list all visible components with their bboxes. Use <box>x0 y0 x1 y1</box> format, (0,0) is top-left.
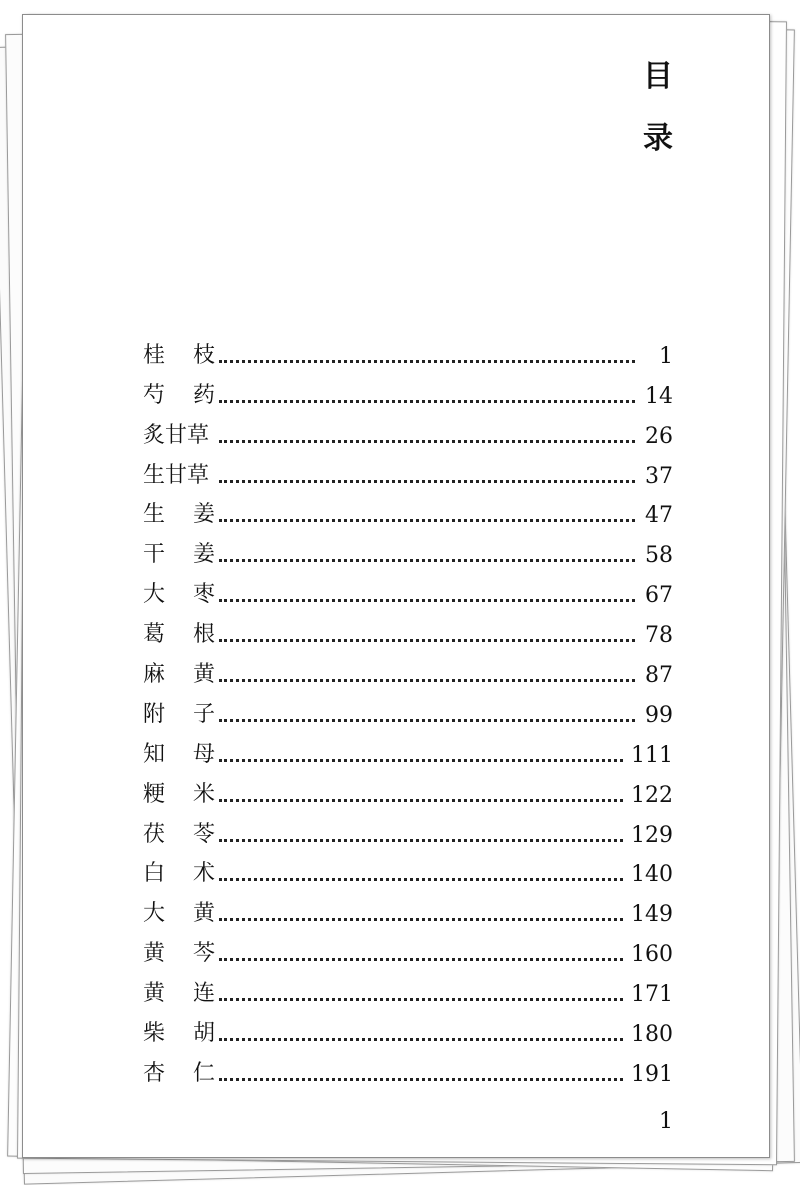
toc-entry-title-part: 茯 <box>143 821 166 847</box>
toc-leader-dots <box>219 559 635 562</box>
toc-entry-title-part: 芍 <box>143 382 166 408</box>
toc-entry-title-part: 麻 <box>143 662 166 688</box>
toc-entry[interactable] <box>143 568 673 608</box>
toc-entry[interactable] <box>143 369 673 409</box>
toc-leader-dots <box>219 878 623 881</box>
toc-leader-dots <box>219 958 623 961</box>
toc-entry[interactable] <box>143 489 673 529</box>
toc-entry-title <box>143 817 215 848</box>
toc-entry-page: 99 <box>645 702 673 728</box>
toc-entry-title <box>143 537 215 568</box>
toc-leader-dots <box>219 639 635 642</box>
toc-entry[interactable] <box>143 449 673 489</box>
toc-entry-title-part: 大 <box>143 901 166 927</box>
toc-leader-dots <box>219 998 623 1001</box>
toc-entry-title-part: 附 <box>143 701 166 727</box>
toc-entry-title-part: 知 <box>143 741 166 767</box>
toc-entry-page: 160 <box>631 942 673 968</box>
toc-entry-title-part: 葛 <box>143 622 166 648</box>
toc-leader-dots <box>219 440 635 443</box>
toc-entry-title <box>143 896 215 927</box>
toc-entry-page: 140 <box>631 862 673 888</box>
toc-entry[interactable] <box>143 927 673 967</box>
toc-entry[interactable] <box>143 1047 673 1087</box>
toc-entry-title <box>143 697 215 728</box>
toc-entry[interactable] <box>143 967 673 1007</box>
toc-entry-title <box>143 856 215 887</box>
toc-entry-page: 111 <box>631 742 673 768</box>
toc-entry-title-part: 根 <box>192 622 215 648</box>
toc-entry-title-part: 术 <box>192 861 215 887</box>
toc-entry-title-part: 黄 <box>192 901 215 927</box>
toc-entry-title-part: 母 <box>192 741 215 767</box>
toc-entry-page: 26 <box>645 423 673 449</box>
toc-entry[interactable] <box>143 409 673 449</box>
toc-entry-page: 78 <box>645 623 673 649</box>
toc-entry[interactable] <box>143 1007 673 1047</box>
toc-entry-title-part: 干 <box>143 542 166 568</box>
toc-entry[interactable] <box>143 329 673 369</box>
toc-entry[interactable] <box>143 528 673 568</box>
toc-entry-title-part: 姜 <box>192 502 215 528</box>
toc-entry-title <box>143 458 215 489</box>
toc-entry-title-part: 黄 <box>192 662 215 688</box>
toc-entry[interactable] <box>143 728 673 768</box>
toc-entry[interactable] <box>143 688 673 728</box>
toc-leader-dots <box>219 799 623 802</box>
toc-entry-title-part: 枣 <box>192 582 215 608</box>
toc-entry-page: 14 <box>645 383 673 409</box>
toc-entry-page: 37 <box>645 463 673 489</box>
toc-entry-title <box>143 976 215 1007</box>
toc-entry-title-part: 黄 <box>143 981 166 1007</box>
toc-entry-title-part: 桂 <box>143 342 166 368</box>
toc-entry-title-part: 柴 <box>143 1021 166 1047</box>
toc-entry-title-part: 杏 <box>143 1060 166 1086</box>
toc-entry-title-part: 炙甘草 <box>143 422 210 448</box>
toc-entry-page: 149 <box>631 902 673 928</box>
toc-entry-page: 191 <box>631 1061 673 1087</box>
toc-entry-title <box>143 378 215 409</box>
toc-entry-page: 67 <box>645 583 673 609</box>
toc-entry-title-part: 芩 <box>192 941 215 967</box>
toc-leader-dots <box>219 1038 623 1041</box>
toc-leader-dots <box>219 519 635 522</box>
toc-entry[interactable] <box>143 887 673 927</box>
toc-entry[interactable] <box>143 608 673 648</box>
toc-entry-title-part: 药 <box>192 382 215 408</box>
toc-entry-title <box>143 1016 215 1047</box>
toc-leader-dots <box>219 719 635 722</box>
toc-leader-dots <box>219 599 635 602</box>
toc-entry-title <box>143 777 215 808</box>
toc-entry-title <box>143 617 215 648</box>
toc-entry-title <box>143 497 215 528</box>
toc-leader-dots <box>219 679 635 682</box>
toc-entry-title <box>143 936 215 967</box>
toc-entry-title <box>143 1056 215 1087</box>
toc-entry-title-part: 胡 <box>192 1021 215 1047</box>
toc-leader-dots <box>219 759 623 762</box>
toc-entry-page: 129 <box>631 822 673 848</box>
table-of-contents <box>143 329 673 1087</box>
toc-entry-title <box>143 737 215 768</box>
toc-entry[interactable] <box>143 808 673 848</box>
toc-entry-title-part: 仁 <box>192 1060 215 1086</box>
toc-entry-page: 1 <box>659 343 673 369</box>
toc-entry-title <box>143 338 215 369</box>
toc-entry-title <box>143 577 215 608</box>
toc-entry-title-part: 连 <box>192 981 215 1007</box>
toc-leader-dots <box>219 480 635 483</box>
toc-entry-page: 87 <box>645 663 673 689</box>
toc-entry-title-part: 苓 <box>192 821 215 847</box>
toc-entry-page: 171 <box>631 982 673 1008</box>
toc-entry-title-part: 生 <box>143 502 166 528</box>
toc-entry-title-part: 生甘草 <box>143 462 210 488</box>
toc-entry[interactable] <box>143 648 673 688</box>
toc-entry[interactable] <box>143 848 673 888</box>
page-number: 1 <box>659 1109 673 1134</box>
toc-entry-title-part: 姜 <box>192 542 215 568</box>
toc-entry-title-part: 大 <box>143 582 166 608</box>
toc-entry-title <box>143 657 215 688</box>
toc-entry-page: 58 <box>645 543 673 569</box>
toc-leader-dots <box>219 918 623 921</box>
toc-leader-dots <box>219 400 635 403</box>
toc-page <box>22 14 770 1158</box>
toc-entry-page: 180 <box>631 1022 673 1048</box>
toc-entry-title-part: 子 <box>192 701 215 727</box>
toc-entry-title <box>143 418 215 449</box>
toc-entry-title-part: 米 <box>192 781 215 807</box>
toc-entry-title-part: 粳 <box>143 781 166 807</box>
toc-entry-title-part: 黄 <box>143 941 166 967</box>
toc-leader-dots <box>219 360 635 363</box>
toc-heading-char-1: 目 <box>643 59 673 94</box>
toc-leader-dots <box>219 1078 623 1081</box>
toc-entry-page: 47 <box>645 503 673 529</box>
toc-entry-title-part: 白 <box>143 861 166 887</box>
toc-entry-page: 122 <box>631 782 673 808</box>
toc-leader-dots <box>219 839 623 842</box>
toc-entry-title-part: 枝 <box>192 342 215 368</box>
toc-entry[interactable] <box>143 768 673 808</box>
toc-heading-char-2: 录 <box>643 121 673 156</box>
